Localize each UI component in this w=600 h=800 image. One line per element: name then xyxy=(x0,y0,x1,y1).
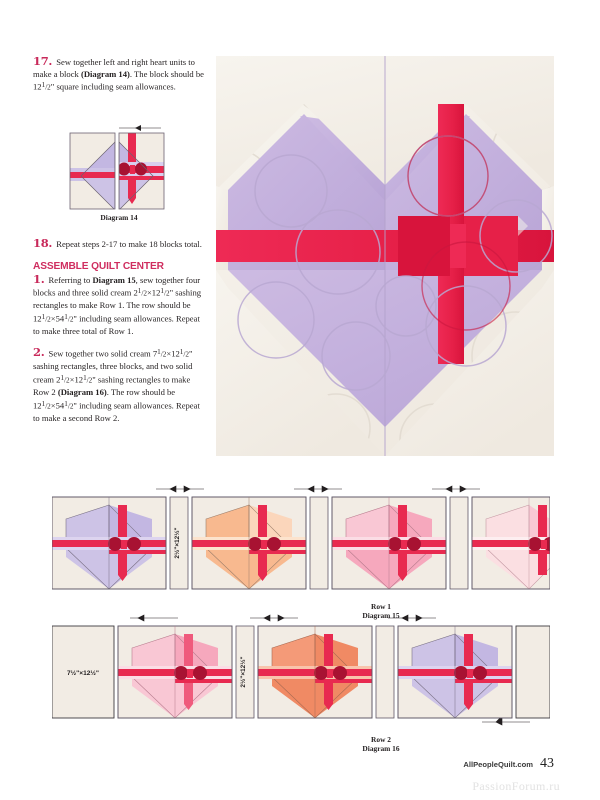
quilt-photo-svg xyxy=(216,56,554,456)
diagram-14-figure xyxy=(69,132,165,210)
row1-sashing-label-1: 2½"×12½" xyxy=(174,527,181,559)
diagram-16-caption: Diagram 16 xyxy=(362,744,400,754)
step-number-18: 18. xyxy=(33,236,53,250)
row2-label: Row 2 xyxy=(371,735,391,744)
row2-wide-sashing-label: 7½"×12½" xyxy=(66,670,100,677)
quilt-block-photo xyxy=(216,56,554,456)
diagram-15-caption: Diagram 15 xyxy=(362,611,400,621)
diagram-15-reference: Diagram 15 xyxy=(92,274,136,285)
diagram-16-reference: (Diagram 16) xyxy=(57,386,107,397)
diagram-14-svg xyxy=(69,132,165,210)
assemble-step-1: 1. Referring to Diagram 15, sew together four blocks and three solid cream $2^1/2\times 12^1/2$" sashing rectangles to make Row 1. The row should be $12^1/2\times 54^1/2$" including seam allowances. Repeat to make three total of Row 1. xyxy=(33,271,202,337)
site-url: AllPeopleQuilt.com xyxy=(463,760,533,769)
watermark: PassionForum.ru xyxy=(472,779,560,793)
row2-svg xyxy=(52,612,550,728)
step-number-1: 1. xyxy=(33,271,45,286)
step-number-17: 17. xyxy=(33,54,53,68)
step-number-2: 2. xyxy=(33,345,45,360)
step-17: 17. Sew together left and right heart units to make a block (Diagram 14). The block should be $12^1/2$" square including seam allowances. xyxy=(33,54,204,92)
diagram-14-caption: Diagram 14 xyxy=(100,213,138,222)
diagram-15-row1 xyxy=(52,483,550,620)
row2-sashing-label-1: 2½"×12½" xyxy=(240,656,247,688)
row1-label: Row 1 xyxy=(371,602,391,611)
step-18: 18. Repeat steps 2-17 to make 18 blocks total. xyxy=(33,236,202,250)
row2-caption xyxy=(212,735,550,753)
section-heading: ASSEMBLE QUILT CENTER xyxy=(33,260,164,272)
page-number: 43 xyxy=(540,756,554,771)
diagram-16-row2 xyxy=(52,612,550,753)
assemble-step-2: 2. Sew together two solid cream $7^1/2\times 12^1/2$" sashing rectangles, three blocks, and two solid cream $2^1/2\times 12^1/2$" sashing rectangles to make Row 2 (Diagram 16). The row should be $12^1/2\times 54^1/2$" including seam allowances. Repeat to make a second Row 2. xyxy=(33,345,200,423)
instruction-column-lower xyxy=(33,238,207,433)
diagram-14-reference: (Diagram 14) xyxy=(80,68,130,79)
diagram-14 xyxy=(69,132,169,222)
diagram-14-seam-arrow xyxy=(117,124,163,132)
row1-svg xyxy=(52,483,550,595)
instruction-column xyxy=(33,56,207,103)
